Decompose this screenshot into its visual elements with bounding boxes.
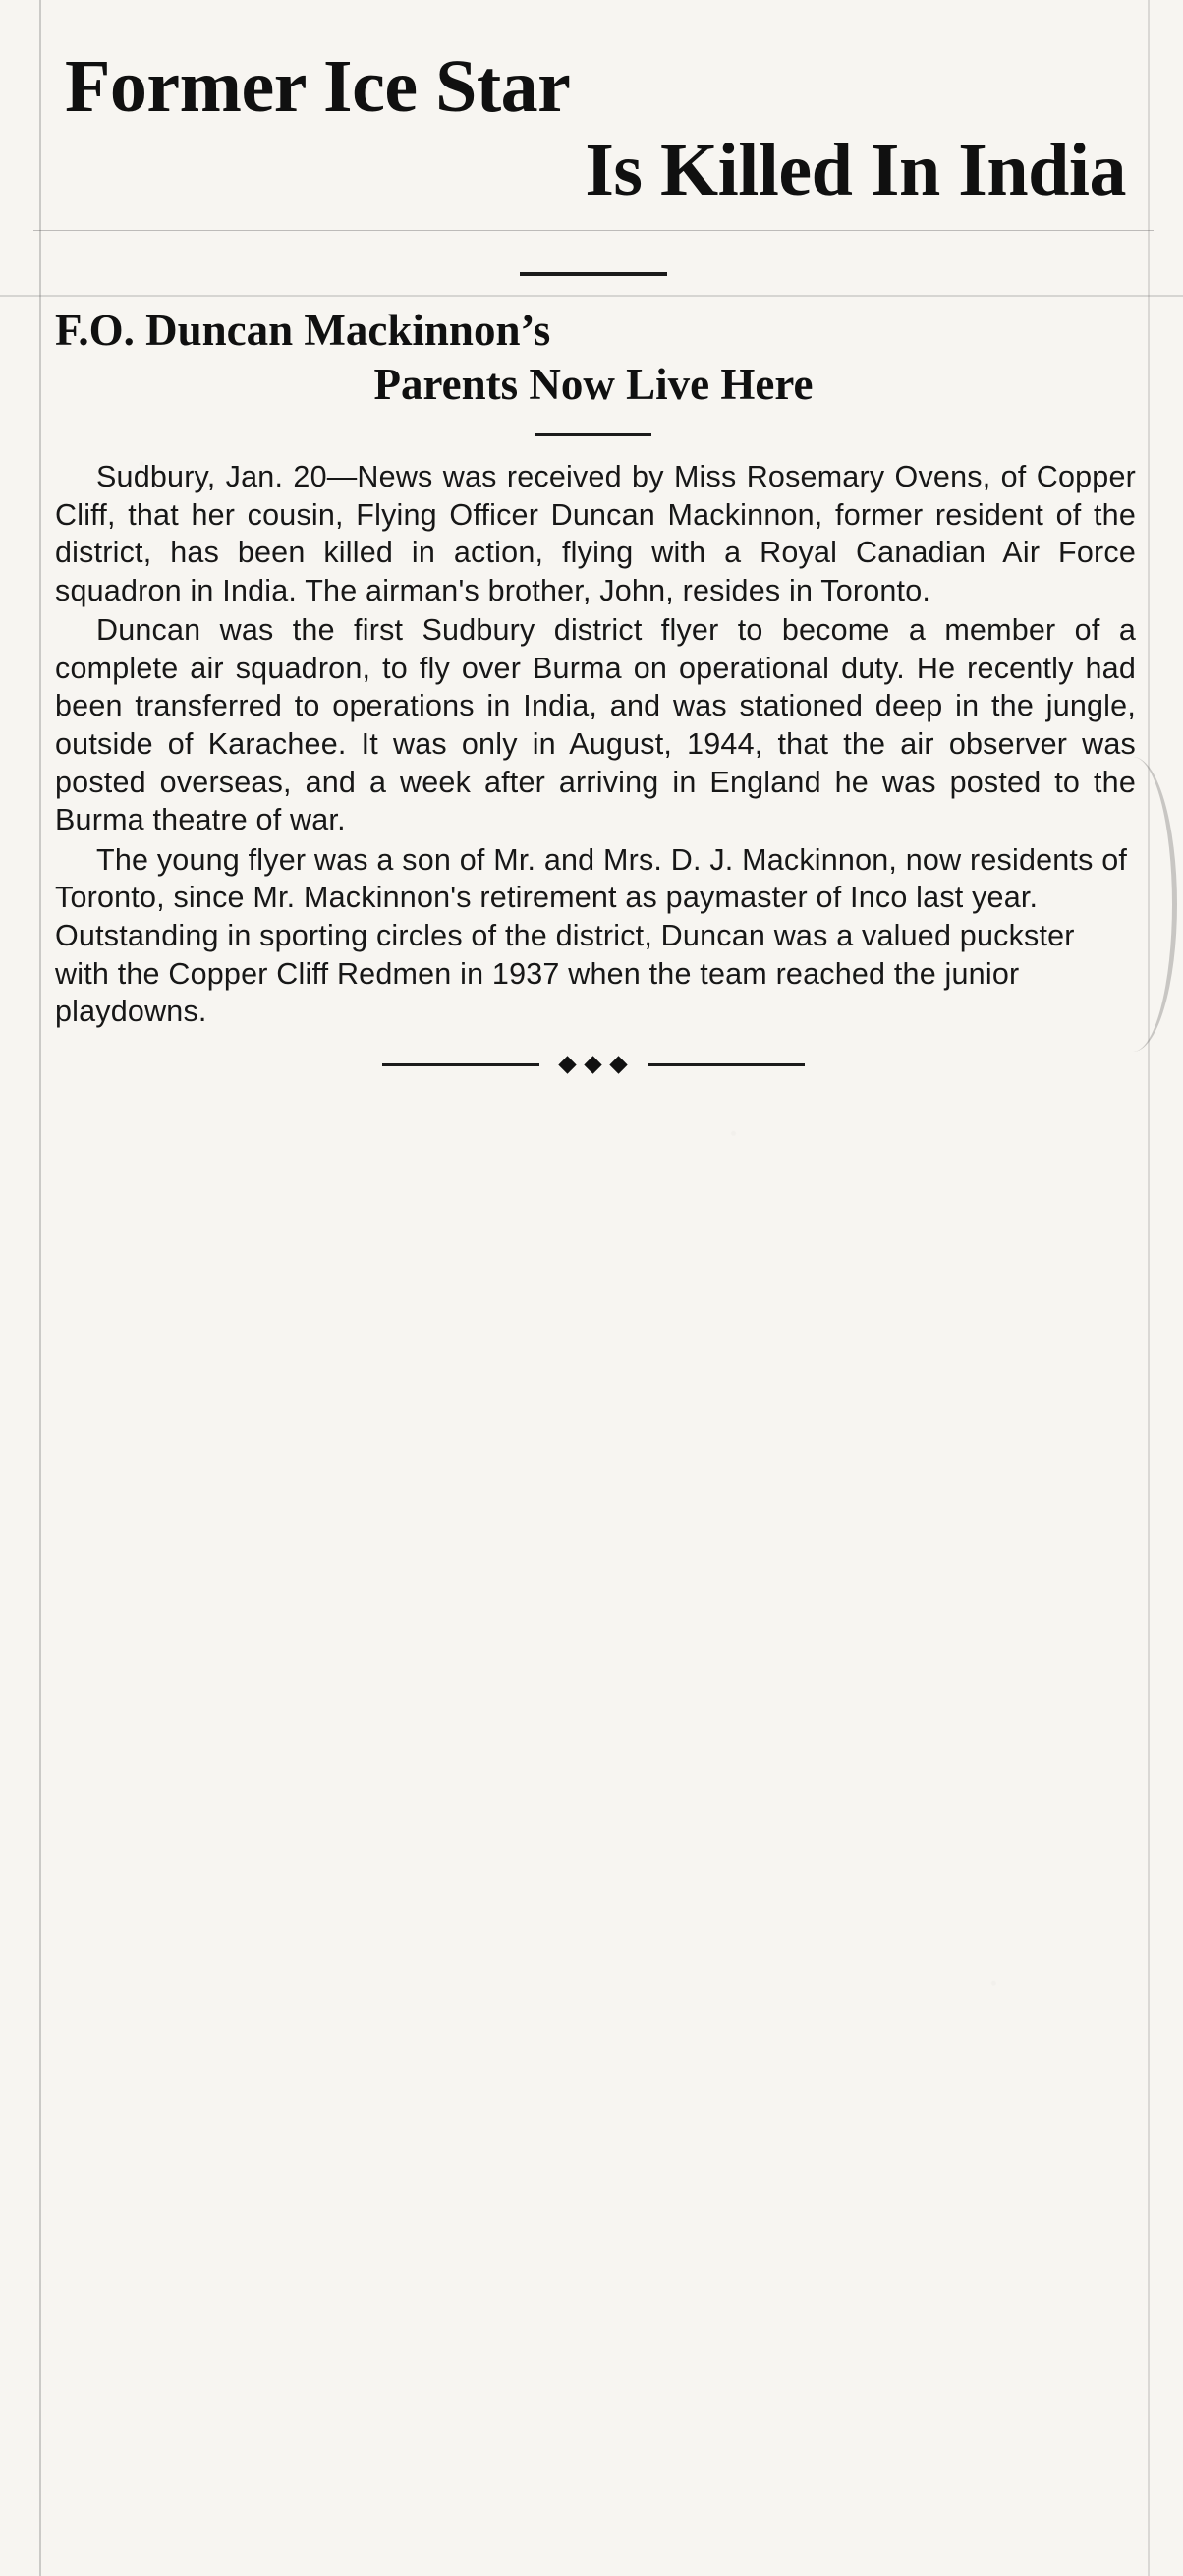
ornament-bar-left: [382, 1063, 539, 1066]
headline-divider: [33, 230, 1154, 231]
end-ornament: [382, 1057, 805, 1072]
headline-line-1: Former Ice Star: [65, 45, 571, 128]
ornament-diamond: [584, 1056, 601, 1073]
article-column: [33, 0, 1154, 2576]
article-paragraph: Sudbury, Jan. 20—News was received by Miss Rosemary Ovens, of Copper Cliff, that her cousin, Flying Officer Duncan Mackinnon, former resident of the district, has been killed in action, flying with a Royal Canadian Air Force squadron in India. The airman's brother, John, resides in Toronto.: [55, 460, 1136, 607]
column-rule-right: [1148, 0, 1150, 2576]
ornament-rule-top: [520, 272, 667, 276]
ornament-rule-middle: [535, 433, 651, 436]
headline-line-2: Is Killed In India: [585, 129, 1126, 212]
subheadline: [33, 304, 1154, 412]
ornament-diamond: [609, 1056, 627, 1073]
column-rule-left: [39, 0, 41, 2576]
article-paragraph: Duncan was the first Sudbury district flyer to become a member of a complete air squadron, to fly over Burma on operational duty. He recently had been transferred to operations in India, and was stationed deep in the jungle, outside of Karachee. It was only in August, 1944, that the air observer was posted overseas, and a week after arriving in England he was posted to the Burma theatre of war.: [55, 613, 1136, 837]
subheadline-line-2: Parents Now Live Here: [373, 360, 814, 410]
ornament-diamond: [558, 1056, 576, 1073]
subheadline-line-1: F.O. Duncan Mackinnon’s: [55, 306, 551, 356]
headline: [33, 0, 1154, 212]
scan-tear-line: [0, 295, 1183, 297]
article-paragraph: The young flyer was a son of Mr. and Mrs. D. J. Mackinnon, now residents of Toronto, since Mr. Mackinnon's retirement as paymaster of Inco last year. Outstanding in sporting circles of the district, Duncan was a valued puckster with the Copper Cliff Redmen in 1937 when the team reached the junior playdowns.: [55, 842, 1128, 1029]
ornament-bar-right: [648, 1063, 805, 1066]
article-body: [33, 458, 1154, 1031]
